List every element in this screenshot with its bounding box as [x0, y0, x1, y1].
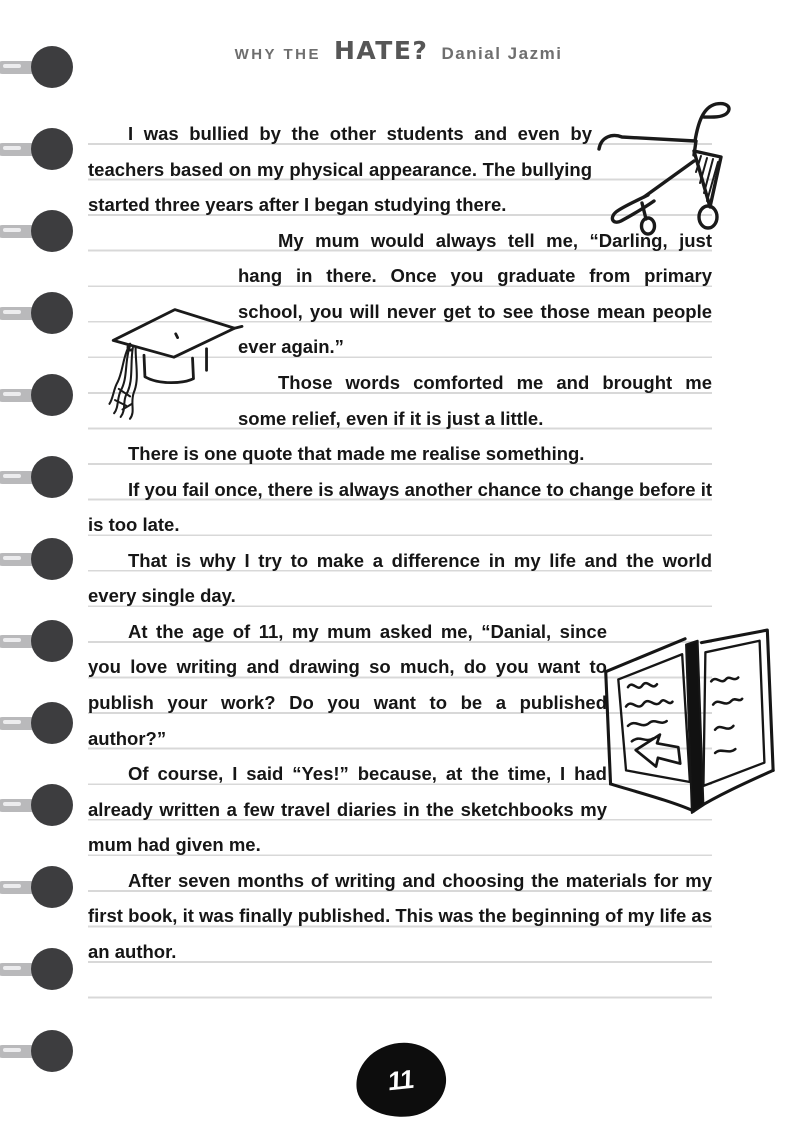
page-number-blob	[352, 1038, 449, 1121]
paragraph-3: Those words comforted me and brought me some relief, even if it is just a little.	[238, 371, 712, 429]
binder-knob-icon	[31, 374, 73, 416]
binder-knob-icon	[31, 538, 73, 580]
paragraph-1: I was bullied by the other students and even by teachers based on my physical appearance. The bullying started three years after I began studying there.	[88, 123, 592, 216]
binder-knob-icon	[31, 128, 73, 170]
paragraph-2: My mum would always tell me, “Darling, just hang in there. Once you graduate from primary school, you will never get to see those mean people ever again.”	[238, 229, 712, 358]
paragraph-5: If you fail once, there is always another chance to change before it is too late.	[88, 478, 712, 536]
paragraph-4: There is one quote that made me realise something.	[128, 443, 585, 465]
page-text-block	[88, 116, 712, 1006]
binder-ring	[0, 292, 80, 334]
binder-knob-icon	[31, 456, 73, 498]
paragraph-7: At the age of 11, my mum asked me, “Danial, since you love writing and drawing so much, do you want to publish your work? Do you want to be a published author?”	[88, 620, 607, 749]
binder-knob-icon	[31, 620, 73, 662]
binder-ring	[0, 866, 80, 908]
binder-ring	[0, 210, 80, 252]
book-series-title-emphasis: HATE?	[333, 36, 429, 65]
binder-knob-icon	[31, 702, 73, 744]
trolley-doodle-icon	[592, 95, 712, 215]
book-series-title: WHY THE	[234, 46, 321, 63]
page-number: 11	[387, 1063, 415, 1096]
paragraph-8: Of course, I said “Yes!” because, at the time, I had already written a few travel diaries in the sketchbooks my mum had given me.	[88, 763, 607, 856]
binder-knob-icon	[31, 1030, 73, 1072]
binder-ring	[0, 128, 80, 170]
graduation-cap-doodle-icon	[88, 295, 238, 425]
binder-knob-icon	[31, 292, 73, 334]
open-book-doodle-icon	[607, 622, 712, 812]
binder-ring	[0, 948, 80, 990]
binder-knob-icon	[31, 948, 73, 990]
paragraph-9: After seven months of writing and choosing the materials for my first book, it was finally published. This was the beginning of my life as an author.	[88, 869, 712, 962]
binder-knob-icon	[31, 866, 73, 908]
spiral-binding	[0, 0, 80, 1140]
binder-ring	[0, 1030, 80, 1072]
binder-ring	[0, 784, 80, 826]
binder-ring	[0, 702, 80, 744]
binder-ring	[0, 456, 80, 498]
author-name: Danial Jazmi	[441, 44, 563, 63]
binder-ring	[0, 538, 80, 580]
paragraph-6: That is why I try to make a difference in my life and the world every single day.	[88, 549, 712, 607]
binder-ring	[0, 620, 80, 662]
page-header	[0, 36, 797, 65]
binder-ring	[0, 374, 80, 416]
binder-knob-icon	[31, 784, 73, 826]
binder-knob-icon	[31, 210, 73, 252]
